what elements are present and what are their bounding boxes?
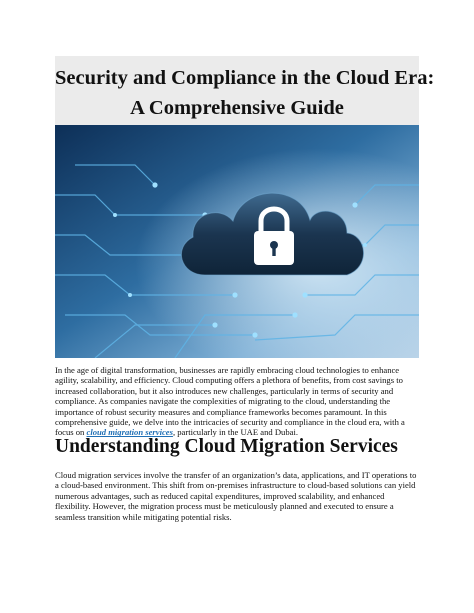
document-title-line-2: A Comprehensive Guide [130,97,344,119]
section-paragraph: Cloud migration services involve the transfer of an organization’s data, applications, and IT operations to a cloud-based environment. This shift from on-premises infrastructure to cloud-based solutions can yield numerous advantages, such as reduced capital expenditures, improved scalability, and enhanced flexibility. However, the migration process must be meticulously planned and executed to ensure a seamless transition while mitigating potential risks. [55,470,417,522]
cloud-migration-services-link[interactable]: cloud migration services [86,427,173,438]
section-heading: Understanding Cloud Migration Services [55,436,398,457]
intro-text-after-link: , particularly in the UAE and Dubai. [172,427,298,438]
intro-text-before-link: In the age of digital transformation, businesses are rapidly embracing cloud technologies to enhance agility, scalability, and efficiency. Cloud computing offers a plethora of benefits, from cost savings to increased collaboration, but it also introduces new challenges, particularly in terms of security and compliance. As companies navigate the complexities of migrating to the cloud, understanding the importance of robust security measures and compliance frameworks becomes paramount. In this comprehensive guide, we delve into the intricacies of security and compliance in the cloud era, with a focus on [55,365,405,438]
document-title-line-1: Security and Compliance in the Cloud Era: [55,67,435,89]
intro-paragraph [55,365,421,438]
cloud-lock-illustration [55,125,419,358]
hero-image [55,125,419,358]
title-band [55,56,435,126]
